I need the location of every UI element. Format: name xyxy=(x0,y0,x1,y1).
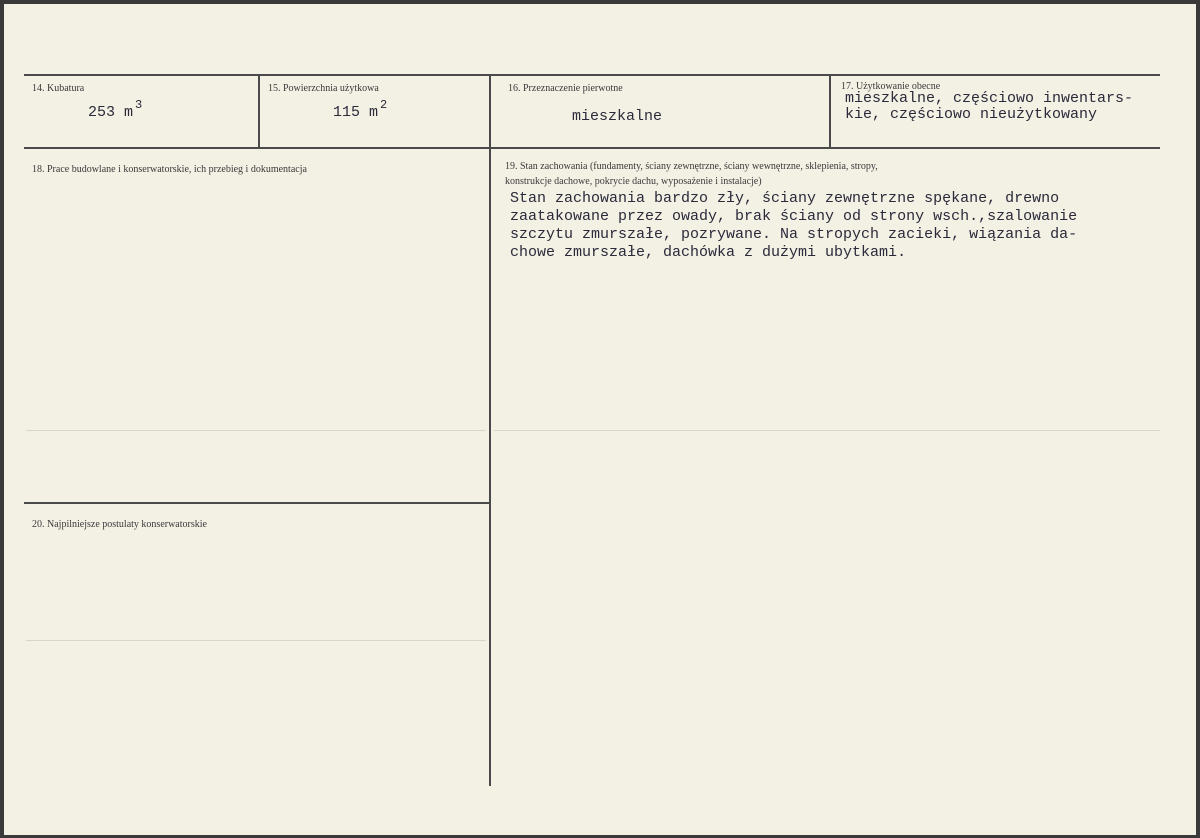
faint-rule xyxy=(26,430,486,431)
field-15-number: 115 m xyxy=(333,104,379,121)
field-19-line-3: szczytu zmurszałe, pozrywane. Na stropych zacieki, wiązania da- xyxy=(510,226,1078,243)
top-rule xyxy=(24,74,1160,76)
field-15-label: 15. Powierzchnia użytkowa xyxy=(268,83,379,94)
field-18-label: 18. Prace budowlane i konserwatorskie, ich przebieg i dokumentacja xyxy=(32,164,307,175)
section-18-bottom-rule xyxy=(24,502,489,504)
faint-rule xyxy=(494,430,1160,431)
field-19-label-line-1: 19. Stan zachowania (fundamenty, ściany zewnętrzne, ściany wewnętrzne, sklepienia, stropy, xyxy=(505,161,878,172)
field-19-label-line-2: konstrukcje dachowe, pokrycie dachu, wyposażenie i instalacje) xyxy=(505,176,762,187)
field-16-label: 16. Przeznaczenie pierwotne xyxy=(508,83,623,94)
field-17-label: 17. Użytkowanie obecne xyxy=(841,81,941,92)
field-20-label: 20. Najpilniejsze postulaty konserwatorskie xyxy=(32,519,207,530)
field-17-line-2: kie, częściowo nieużytkowany xyxy=(845,106,1098,123)
card-edge-top xyxy=(0,0,1200,4)
card-edge-right xyxy=(1196,0,1200,838)
field-16-value: mieszkalne xyxy=(572,108,663,125)
divider-16-17 xyxy=(829,74,831,148)
faint-rule xyxy=(26,640,486,641)
field-19-line-2: zaatakowane przez owady, brak ściany od strony wsch.,szalowanie xyxy=(510,208,1078,225)
field-14-number: 253 m xyxy=(88,104,134,121)
field-14-exponent: 3 xyxy=(135,98,143,112)
divider-14-15 xyxy=(258,74,260,148)
field-19-line-1: Stan zachowania bardzo zły, ściany zewnętrzne spękane, drewno xyxy=(510,190,1060,207)
field-14-value xyxy=(88,98,143,122)
field-19-line-4: chowe zmurszałe, dachówka z dużymi ubytkami. xyxy=(510,244,907,261)
field-17-line-1: mieszkalne, częściowo inwentars- xyxy=(845,90,1134,107)
divider-main xyxy=(489,74,491,786)
card-edge-left xyxy=(0,0,4,838)
field-14-label: 14. Kubatura xyxy=(32,83,85,94)
field-15-exponent: 2 xyxy=(380,98,388,112)
header-bottom-rule xyxy=(24,147,1160,149)
field-15-value xyxy=(333,98,388,122)
